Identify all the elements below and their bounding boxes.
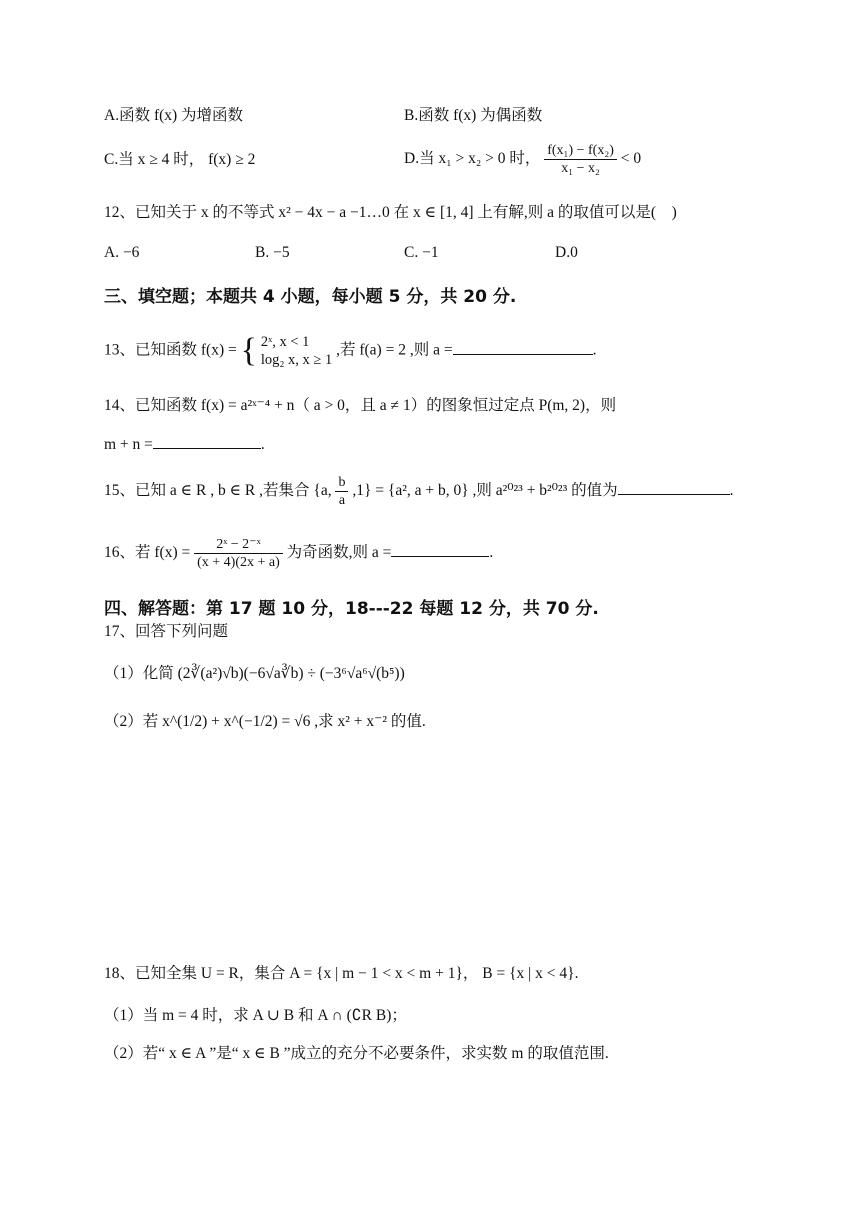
q15-prefix: 15、已知 a ∈ R , b ∈ R ,若集合 {a,: [104, 482, 332, 500]
q14-line2-text: m + n =: [104, 436, 153, 453]
q16-fraction: [194, 536, 283, 571]
q13-brace: {: [240, 332, 257, 369]
q12-option-b: B. −5: [255, 244, 290, 261]
q15-denominator: a: [338, 493, 346, 508]
q13-case-1: 2ˣ, x < 1: [260, 334, 310, 350]
q15-end: .: [729, 482, 734, 500]
q17-part1: （1）化简 (2∛(a²)√b)(−6√a∛b) ÷ (−3⁶√a⁶√(b⁵)): [104, 665, 405, 682]
q18-part1: （1）当 m = 4 时，求 A ∪ B 和 A ∩ (∁R B)；: [104, 1007, 407, 1024]
q15-answer-blank[interactable]: [618, 480, 730, 495]
q11-d-suffix: < 0: [620, 150, 642, 168]
q16-denominator: (x + 4)(2x + a): [197, 555, 280, 570]
section3-heading: 三、填空题；本题共 4 小题，每小题 5 分，共 20 分.: [104, 287, 517, 307]
q17-stem: 17、回答下列问题: [104, 623, 229, 640]
q13-prefix: 13、已知函数 f(x) =: [104, 341, 237, 359]
q11-option-c: C.当 x ≥ 4 时， f(x) ≥ 2: [104, 151, 256, 168]
q11-option-a: A.函数 f(x) 为增函数: [104, 107, 244, 124]
q13-piecewise: [261, 333, 332, 369]
q15-middle: ,1} = {a², a + b, 0} ,则 a²⁰²³ + b²⁰²³ 的值为: [352, 482, 618, 500]
q11-option-d: [404, 142, 641, 177]
q13-answer-blank[interactable]: [453, 340, 593, 355]
q11-option-b: B.函数 f(x) 为偶函数: [404, 107, 543, 124]
q14-end: .: [260, 436, 265, 453]
q12-option-d: D.0: [555, 244, 578, 261]
q16-end: .: [489, 544, 494, 562]
q15-line: [104, 474, 733, 509]
q11-d-prefix: D.当 x₁ > x₂ > 0 时，: [404, 150, 541, 168]
q12-option-c: C. −1: [404, 244, 439, 261]
q13-end: .: [592, 341, 597, 359]
q13-case-2: log₂ x, x ≥ 1: [260, 352, 333, 368]
q11-d-denominator: x₁ − x₂: [561, 161, 600, 176]
q16-line: [104, 536, 493, 571]
q13-line: [104, 333, 596, 369]
q16-numerator: 2ˣ − 2⁻ˣ: [194, 536, 283, 554]
q12-option-a: A. −6: [104, 244, 140, 261]
q18-stem: 18、已知全集 U = R，集合 A = {x | m − 1 < x < m + 1}， B = {x | x < 4}.: [104, 965, 579, 982]
q15-numerator: b: [335, 474, 348, 492]
q14-line2: [104, 434, 265, 455]
q13-suffix: ,若 f(a) = 2 ,则 a =: [336, 341, 453, 359]
q14-line1: 14、已知函数 f(x) = a²ˣ⁻⁴ + n（ a > 0，且 a ≠ 1）的图象恒过定点 P(m, 2)，则: [104, 397, 617, 414]
q14-answer-blank[interactable]: [153, 434, 261, 449]
q16-suffix: 为奇函数,则 a =: [286, 544, 392, 562]
q12-stem: 12、已知关于 x 的不等式 x² − 4x − a −1…0 在 x ∈ [1, 4] 上有解,则 a 的取值可以是( ): [104, 204, 677, 221]
q11-d-fraction: [544, 142, 617, 177]
q11-d-numerator: f(x₁) − f(x₂): [544, 142, 617, 160]
q17-part2: （2）若 x^(1/2) + x^(−1/2) = √6 ,求 x² + x⁻² 的值.: [104, 713, 426, 730]
section4-heading: 四、解答题：第 17 题 10 分，18---22 每题 12 分，共 70 分.: [104, 599, 599, 619]
q16-prefix: 16、若 f(x) =: [104, 544, 191, 562]
q18-part2: （2）若“ x ∈ A ”是“ x ∈ B ”成立的充分不必要条件，求实数 m 的取值范围.: [104, 1045, 609, 1062]
q16-answer-blank[interactable]: [391, 542, 489, 557]
q15-fraction: [335, 474, 348, 509]
